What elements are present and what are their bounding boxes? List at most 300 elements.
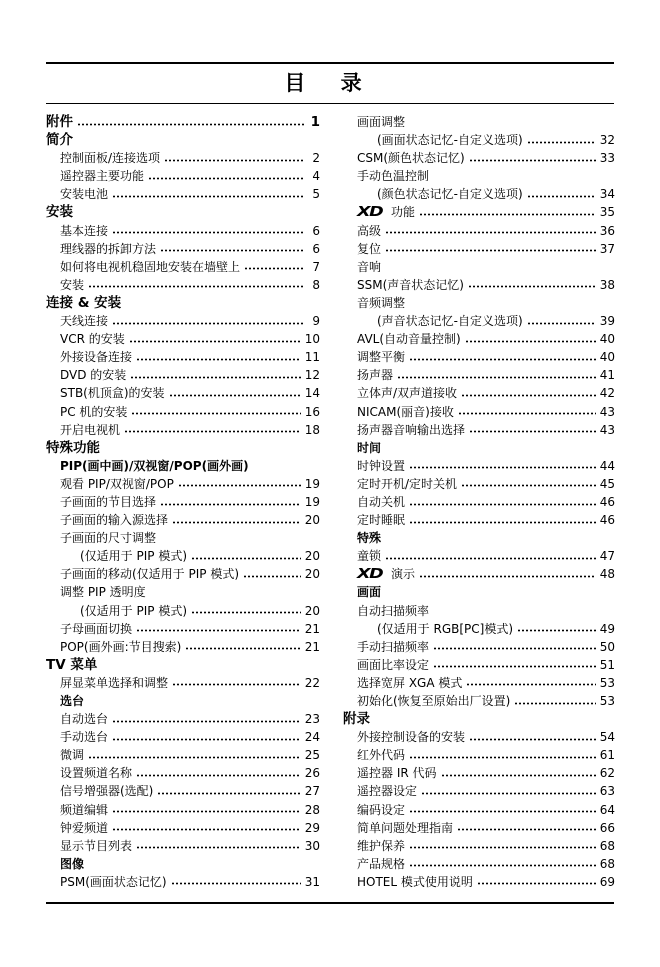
dot-leader <box>441 774 596 777</box>
toc-entry[interactable] <box>343 656 615 674</box>
dot-leader <box>171 882 301 885</box>
toc-entry-label: 高级 <box>357 223 382 238</box>
dot-leader <box>409 864 596 867</box>
toc-page-number: 25 <box>304 748 320 763</box>
toc-entry[interactable] <box>343 565 615 583</box>
toc-entry[interactable] <box>46 330 320 348</box>
toc-page-number: 19 <box>304 494 320 509</box>
dot-leader <box>88 756 301 759</box>
toc-entry[interactable] <box>343 819 615 837</box>
toc-page-number: 36 <box>599 223 615 238</box>
toc-page-number: 44 <box>599 458 615 473</box>
toc-page-number: 12 <box>304 368 320 383</box>
toc-entry-label: 子画面的节目选择 <box>60 494 157 509</box>
page-title: 目 录 <box>284 71 376 95</box>
toc-entry-label: VCR 的安装 <box>60 332 125 347</box>
toc-entry[interactable] <box>46 258 320 276</box>
toc-right-column <box>343 113 615 891</box>
toc-entry-label: 手动色温控制 <box>357 169 430 184</box>
dot-leader <box>112 828 301 831</box>
toc-entry-label: (颜色状态记忆-自定义选项) <box>377 187 523 202</box>
toc-entry-label: 复位 <box>357 241 382 256</box>
toc-page-number: 68 <box>599 838 615 853</box>
dot-leader <box>466 683 595 686</box>
toc-page-number: 6 <box>312 241 320 256</box>
toc-entry-label: POP(画外画:节目搜索) <box>60 639 182 654</box>
toc-entry[interactable] <box>46 764 320 782</box>
toc-entry[interactable] <box>46 475 320 493</box>
toc-entry[interactable] <box>343 746 615 764</box>
toc-entry[interactable] <box>46 638 320 656</box>
dot-leader <box>409 756 596 759</box>
toc-entry[interactable] <box>343 764 615 782</box>
toc-entry[interactable] <box>343 782 615 800</box>
dot-leader <box>88 285 304 288</box>
toc-entry[interactable] <box>343 149 615 167</box>
toc-page-number: 31 <box>304 874 320 889</box>
dot-leader <box>112 231 304 234</box>
toc-entry[interactable] <box>343 692 615 710</box>
title-underline <box>46 103 614 104</box>
toc-entry-label: NICAM(丽音)接收 <box>357 404 454 419</box>
toc-entry <box>46 583 320 601</box>
toc-entry-label: DVD 的安装 <box>60 368 127 383</box>
dot-leader <box>514 702 595 705</box>
dot-leader <box>527 322 596 325</box>
toc-entry[interactable] <box>46 312 320 330</box>
dot-leader <box>164 159 304 162</box>
dot-leader <box>129 340 301 343</box>
toc-entry[interactable] <box>343 348 615 366</box>
dot-leader <box>385 249 596 252</box>
toc-entry-label: 选择宽屏 XGA 模式 <box>357 675 463 690</box>
dot-leader <box>178 484 301 487</box>
toc-page-number: 32 <box>599 133 615 148</box>
toc-entry[interactable] <box>46 746 320 764</box>
dot-leader <box>112 720 301 723</box>
toc-entry-label: 扬声器 <box>357 368 394 383</box>
toc-entry[interactable] <box>343 312 615 330</box>
toc-entry-label: (仅适用于 PIP 模式) <box>80 549 188 564</box>
toc-entry[interactable] <box>343 384 615 402</box>
toc-entry-label: 画面 <box>357 585 382 600</box>
dot-leader <box>458 412 596 415</box>
toc-page-number: 19 <box>304 476 320 491</box>
dot-leader <box>136 846 301 849</box>
toc-page-number: 63 <box>599 784 615 799</box>
toc-page-number: 42 <box>599 386 615 401</box>
toc-page-number: 27 <box>304 784 320 799</box>
toc-entry-label: 手动选台 <box>60 730 109 745</box>
toc-entry-label: 红外代码 <box>357 748 406 763</box>
toc-entry[interactable] <box>343 366 615 384</box>
toc-entry <box>343 113 615 131</box>
toc-entry-label: 特殊功能 <box>46 439 100 456</box>
toc-entry-label: 子画面的移动(仅适用于 PIP 模式) <box>60 567 240 582</box>
toc-entry[interactable] <box>343 222 615 240</box>
dot-leader <box>185 647 300 650</box>
toc-entry-label: 立体声/双声道接收 <box>357 386 458 401</box>
toc-page-number: 29 <box>304 820 320 835</box>
toc-entry-label: PSM(画面状态记忆) <box>60 874 167 889</box>
toc-entry[interactable] <box>343 203 615 221</box>
toc-page-number: 6 <box>312 223 320 238</box>
dot-leader <box>397 376 596 379</box>
toc-entry[interactable] <box>343 547 615 565</box>
dot-leader <box>457 828 596 831</box>
toc-entry-label: 扬声器音响输出选择 <box>357 422 466 437</box>
toc-entry-label: PIP(画中画)/双视窗/POP(画外画) <box>60 458 249 473</box>
dot-leader <box>244 267 304 270</box>
toc-section-heading <box>46 294 320 312</box>
toc-entry-label: 理线器的拆卸方法 <box>60 241 157 256</box>
toc-entry-label: AVL(自动音量控制) <box>357 332 461 347</box>
dot-leader <box>77 123 304 126</box>
toc-entry[interactable] <box>343 457 615 475</box>
toc-entry-label: 屏显菜单选择和调整 <box>60 675 169 690</box>
dot-leader <box>172 521 301 524</box>
toc-section-heading <box>46 855 320 873</box>
toc-entry[interactable] <box>343 638 615 656</box>
toc-page-number: 46 <box>599 513 615 528</box>
toc-entry-label: 时间 <box>357 440 382 455</box>
toc-entry[interactable] <box>46 493 320 511</box>
toc-entry[interactable] <box>46 674 320 692</box>
toc-page-number: 23 <box>304 712 320 727</box>
dot-leader <box>191 557 301 560</box>
dot-leader <box>112 322 304 325</box>
toc-entry-label: PC 机的安装 <box>60 404 128 419</box>
toc-page-number: 69 <box>599 874 615 889</box>
toc-entry[interactable] <box>343 511 615 529</box>
toc-entry[interactable] <box>343 801 615 819</box>
toc-entry-label: 调整 PIP 透明度 <box>60 585 146 600</box>
toc-page-number: 49 <box>599 621 615 636</box>
toc-entry-label: 观看 PIP/双视窗/POP <box>60 476 174 491</box>
toc-entry-label: 遥控器 IR 代码 <box>357 766 437 781</box>
dot-leader <box>469 159 596 162</box>
toc-entry[interactable] <box>343 185 615 203</box>
toc-page-number: 26 <box>304 766 320 781</box>
toc-entry-label: 安装 <box>46 204 73 221</box>
toc-entry-label: 自动扫描频率 <box>357 603 430 618</box>
toc-page-number: 21 <box>304 621 320 636</box>
toc-page-number: 40 <box>599 350 615 365</box>
toc-page-number: 38 <box>599 277 615 292</box>
toc-entry-label: (仅适用于 RGB[PC]模式) <box>377 621 514 636</box>
toc-entry-label: 演示 <box>391 567 416 582</box>
toc-page-number: 2 <box>312 151 320 166</box>
toc-entry-label: 产品规格 <box>357 856 406 871</box>
toc-entry <box>46 529 320 547</box>
toc-entry[interactable] <box>46 710 320 728</box>
toc-page-number: 48 <box>599 567 615 582</box>
toc-entry-label: 自动关机 <box>357 494 406 509</box>
dot-leader <box>160 503 301 506</box>
toc-section-heading <box>46 439 320 457</box>
toc-left-column <box>46 113 320 891</box>
dot-leader <box>112 738 301 741</box>
toc-entry[interactable] <box>343 403 615 421</box>
toc-entry-label: 附件 <box>46 114 73 130</box>
toc-entry-label: 控制面板/连接选项 <box>60 151 161 166</box>
toc-entry <box>343 602 615 620</box>
toc-entry-label: 遥控器设定 <box>357 784 418 799</box>
dot-leader <box>461 484 596 487</box>
toc-page-number: 22 <box>304 675 320 690</box>
toc-entry[interactable] <box>343 421 615 439</box>
dot-leader <box>191 611 301 614</box>
toc-entry-label: CSM(颜色状态记忆) <box>357 151 465 166</box>
toc-entry-label: SSM(声音状态记忆) <box>357 277 464 292</box>
toc-entry[interactable] <box>46 366 320 384</box>
toc-entry[interactable] <box>46 511 320 529</box>
dot-leader <box>160 249 304 252</box>
toc-entry <box>343 294 615 312</box>
toc-page-number: 1 <box>310 114 320 130</box>
dot-leader <box>461 394 596 397</box>
toc-section-heading[interactable] <box>46 113 320 131</box>
toc-entry-label: 功能 <box>391 205 416 220</box>
toc-entry-label: 如何将电视机稳固地安装在墙壁上 <box>60 259 241 274</box>
toc-page-number: 21 <box>304 639 320 654</box>
dot-leader <box>409 521 596 524</box>
dot-leader <box>527 141 596 144</box>
dot-leader <box>409 846 596 849</box>
toc-entry-label: 显示节目列表 <box>60 838 133 853</box>
toc-section-heading <box>46 131 320 149</box>
toc-page-number: 20 <box>304 603 320 618</box>
toc-entry[interactable] <box>46 384 320 402</box>
toc-entry[interactable] <box>46 782 320 800</box>
toc-entry[interactable] <box>46 222 320 240</box>
toc-entry-label: 子母画面切换 <box>60 621 133 636</box>
toc-page-number: 46 <box>599 494 615 509</box>
toc-entry-label: 画面调整 <box>357 115 406 129</box>
toc-entry-label: TV 菜单 <box>46 656 98 673</box>
toc-page-number: 35 <box>599 205 615 220</box>
toc-page-number: 61 <box>599 748 615 763</box>
dot-leader <box>243 575 301 578</box>
dot-leader <box>465 340 596 343</box>
toc-entry-label: (仅适用于 PIP 模式) <box>80 603 188 618</box>
toc-entry[interactable] <box>46 240 320 258</box>
toc-entry-label: 安装电池 <box>60 187 109 202</box>
toc-entry[interactable] <box>46 873 320 891</box>
dot-leader <box>385 231 596 234</box>
toc-entry-label: 连接 & 安装 <box>46 294 122 311</box>
dot-leader <box>172 683 301 686</box>
toc-entry[interactable] <box>46 801 320 819</box>
toc-entry[interactable] <box>343 674 615 692</box>
dot-leader <box>409 503 596 506</box>
dot-leader <box>419 575 596 578</box>
dot-leader <box>469 738 596 741</box>
toc-page-number: 20 <box>304 513 320 528</box>
toc-entry-label: (画面状态记忆-自定义选项) <box>377 133 523 148</box>
toc-entry-label: 画面比率设定 <box>357 657 430 672</box>
toc-entry-label: 编码设定 <box>357 802 406 817</box>
toc-entry[interactable] <box>46 276 320 294</box>
toc-page-number: 18 <box>304 422 320 437</box>
toc-entry-label: 手动扫描频率 <box>357 639 430 654</box>
dot-leader <box>468 285 596 288</box>
toc-entry[interactable] <box>46 819 320 837</box>
toc-entry[interactable] <box>46 403 320 421</box>
toc-page-number: 41 <box>599 368 615 383</box>
toc-entry[interactable] <box>343 330 615 348</box>
toc-page-number: 33 <box>599 151 615 166</box>
toc-page-number: 39 <box>599 314 615 329</box>
dot-leader <box>124 430 301 433</box>
toc-entry-label: HOTEL 模式使用说明 <box>357 874 473 889</box>
dot-leader <box>419 213 596 216</box>
toc-section-heading <box>343 583 615 601</box>
dot-leader <box>136 358 301 361</box>
toc-page-number: 53 <box>599 675 615 690</box>
toc-section-heading <box>343 529 615 547</box>
dot-leader <box>131 412 300 415</box>
toc-entry[interactable] <box>46 620 320 638</box>
dot-leader <box>169 394 301 397</box>
dot-leader <box>433 665 596 668</box>
toc-entry[interactable] <box>46 421 320 439</box>
dot-leader <box>527 195 596 198</box>
toc-entry-label: 音响 <box>357 259 382 274</box>
toc-page-number: 51 <box>599 657 615 672</box>
dot-leader <box>477 882 596 885</box>
toc-entry[interactable] <box>343 620 615 638</box>
toc-entry-label: 遥控器主要功能 <box>60 169 145 184</box>
toc-page-number: 40 <box>599 332 615 347</box>
toc-section-heading <box>343 439 615 457</box>
toc-entry <box>343 167 615 185</box>
toc-section-heading <box>46 203 320 221</box>
toc-entry-label: 子画面的输入源选择 <box>60 513 169 528</box>
toc-entry-label: 基本连接 <box>60 223 109 238</box>
toc-section-heading <box>46 457 320 475</box>
toc-entry[interactable] <box>343 873 615 891</box>
toc-entry-label: 外接控制设备的安装 <box>357 730 466 745</box>
dot-leader <box>385 557 596 560</box>
toc-entry-label: 外接设备连接 <box>60 350 133 365</box>
toc-entry-label: 定时开机/定时关机 <box>357 476 458 491</box>
toc-entry[interactable] <box>46 565 320 583</box>
toc-entry-label: STB(机顶盒)的安装 <box>60 386 165 401</box>
toc-page-number: 43 <box>599 404 615 419</box>
toc-entry[interactable] <box>343 475 615 493</box>
toc-page-number: 53 <box>599 694 615 708</box>
toc-entry <box>343 258 615 276</box>
dot-leader <box>517 629 596 632</box>
top-rule <box>46 62 614 64</box>
toc-entry-label: 微调 <box>60 748 85 763</box>
toc-entry-label: 附录 <box>343 711 370 728</box>
bottom-rule <box>46 902 614 904</box>
toc-entry[interactable] <box>46 602 320 620</box>
dot-leader <box>433 647 596 650</box>
toc-entry[interactable] <box>46 149 320 167</box>
dot-leader <box>136 629 301 632</box>
toc-entry-label: 定时睡眠 <box>357 513 406 528</box>
toc-page-number: 24 <box>304 730 320 745</box>
toc-entry[interactable] <box>46 837 320 855</box>
toc-entry[interactable] <box>343 131 615 149</box>
toc-page-number: 28 <box>304 802 320 817</box>
toc-page-number: 5 <box>312 187 320 202</box>
toc-page-number: 64 <box>599 802 615 817</box>
dot-leader <box>469 430 596 433</box>
dot-leader <box>136 774 301 777</box>
toc-entry[interactable] <box>343 240 615 258</box>
toc-entry-label: 简单问题处理指南 <box>357 820 454 835</box>
toc-page-number: 11 <box>304 350 320 365</box>
dot-leader <box>157 792 300 795</box>
toc-page-number: 62 <box>599 766 615 781</box>
toc-page-number: 9 <box>312 314 320 329</box>
toc-entry[interactable] <box>343 855 615 873</box>
dot-leader <box>148 177 304 180</box>
dot-leader <box>112 810 301 813</box>
toc-entry-label: 天线连接 <box>60 314 109 329</box>
toc-entry[interactable] <box>343 276 615 294</box>
toc-page-number: 34 <box>599 187 615 202</box>
toc-section-heading <box>343 710 615 728</box>
toc-entry-label: (声音状态记忆-自定义选项) <box>377 314 523 329</box>
toc-entry[interactable] <box>46 547 320 565</box>
toc-entry-label: 选台 <box>60 694 85 708</box>
toc-page-number: 16 <box>304 404 320 419</box>
toc-entry[interactable] <box>46 348 320 366</box>
toc-page-number: 8 <box>312 277 320 292</box>
toc-page-number: 68 <box>599 856 615 871</box>
toc-section-heading <box>46 656 320 674</box>
toc-page-number: 37 <box>599 241 615 256</box>
toc-page-number: 43 <box>599 422 615 437</box>
toc-page-number: 54 <box>599 730 615 745</box>
toc-entry-label: 信号增强器(选配) <box>60 784 154 799</box>
toc-entry-label: 频道编辑 <box>60 802 109 817</box>
toc-entry[interactable] <box>343 728 615 746</box>
dot-leader <box>409 810 596 813</box>
toc-entry-label: 图像 <box>60 856 85 871</box>
dot-leader <box>130 376 300 379</box>
toc-page-number: 50 <box>599 639 615 654</box>
dot-leader <box>409 358 596 361</box>
toc-entry[interactable] <box>343 837 615 855</box>
xd-logo: XD <box>357 567 383 583</box>
toc-entry-label: 简介 <box>46 132 73 149</box>
toc-page-number: 20 <box>304 567 320 582</box>
toc-entry[interactable] <box>46 167 320 185</box>
dot-leader <box>421 792 596 795</box>
toc-page-number: 30 <box>304 838 320 853</box>
toc-entry-label: 时钟设置 <box>357 458 406 473</box>
toc-entry-label: 自动选台 <box>60 712 109 727</box>
toc-entry-label: 音频调整 <box>357 295 406 310</box>
toc-entry-label: 钟爱频道 <box>60 820 109 835</box>
toc-entry[interactable] <box>46 728 320 746</box>
toc-entry-label: 童锁 <box>357 549 382 564</box>
toc-entry[interactable] <box>343 493 615 511</box>
dot-leader <box>112 195 304 198</box>
toc-section-heading <box>46 692 320 710</box>
toc-page-number: 20 <box>304 549 320 564</box>
xd-logo: XD <box>357 205 383 221</box>
toc-entry[interactable] <box>46 185 320 203</box>
toc-page-number: 47 <box>599 549 615 564</box>
toc-page-number: 10 <box>304 332 320 347</box>
